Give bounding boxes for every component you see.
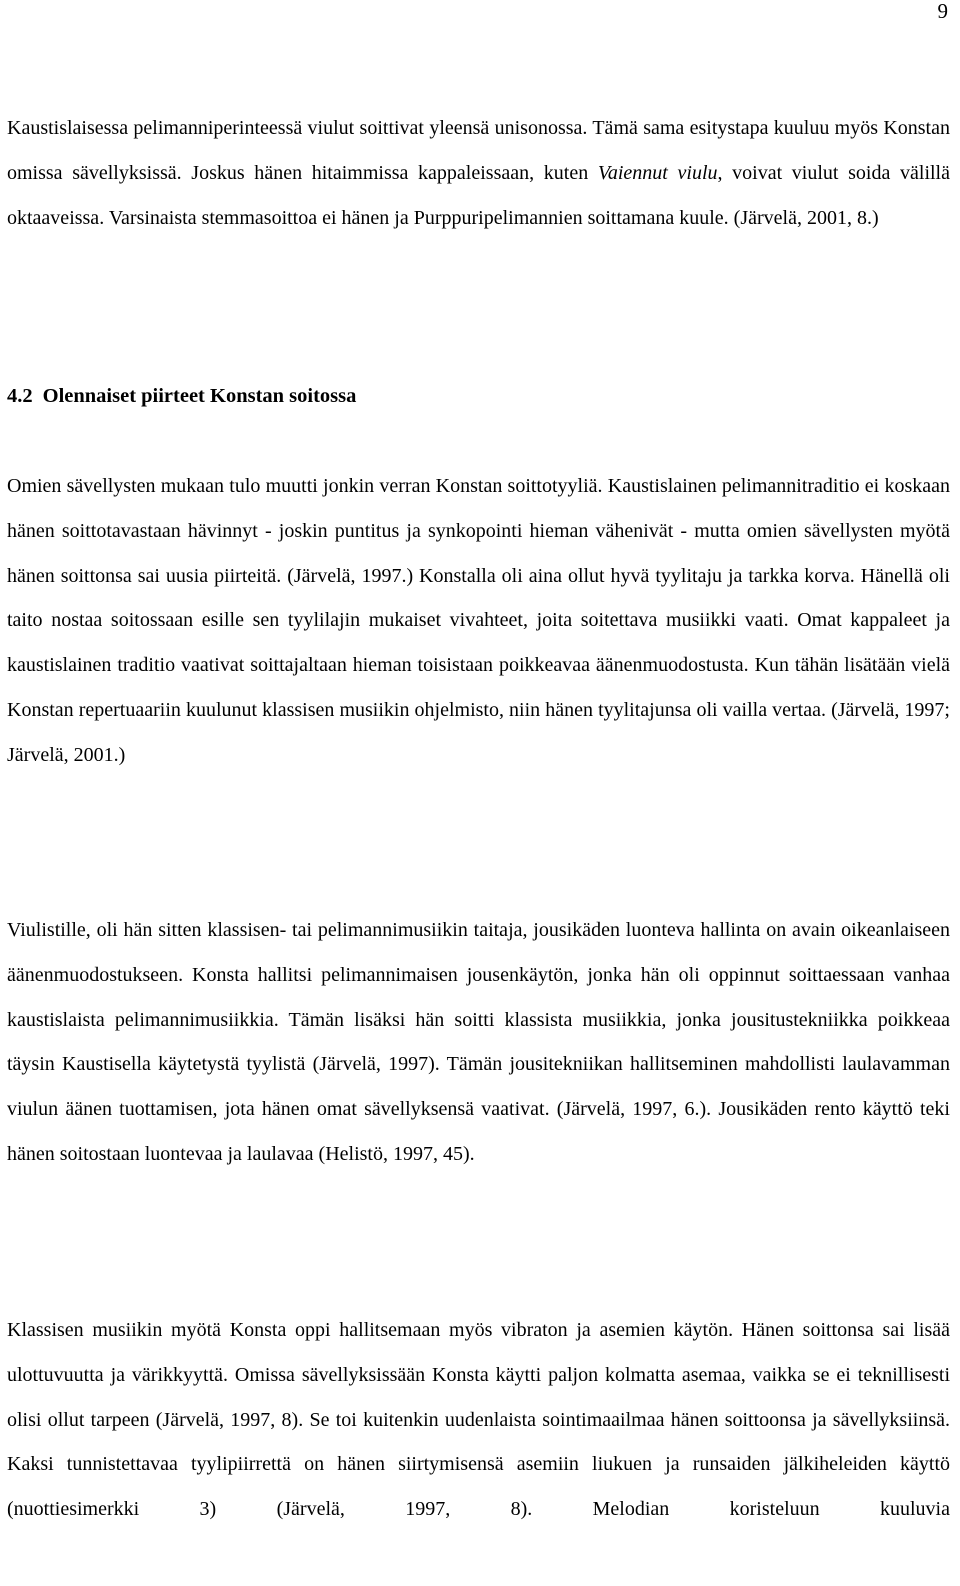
paragraph-bowing (7, 908, 950, 1177)
paragraph-style-changes (7, 464, 950, 778)
paragraph-1-text-start: Kaustislaisessa pelimanniperinteessä viulut soittivat yleensä unisonossa. Tämä sama esitystapa kuuluu myös Konstan omissa sävellyksissä. Joskus hänen hitaimmissa kappaleissaan, kuten (7, 117, 950, 184)
paragraph-intro (7, 106, 950, 240)
paragraph-vibrato (7, 1308, 950, 1532)
paragraph-2: Omien sävellysten mukaan tulo muutti jonkin verran Konstan soittotyyliä. Kaustislainen pelimannitraditio ei koskaan hänen soittotavastaan hävinnyt - joskin puntitus ja synkopointi hieman vähenivät - mutta omien sävellysten myötä hänen soittonsa sai uusia piirteitä. (Järvelä, 1997.) Konstalla oli aina ollut hyvä tyylitaju ja tarkka korva. Hänellä oli taito nostaa soitossaan esille sen tyylilajin mukaiset vivahteet, joita soitettava musiikki vaati. Omat kappaleet ja kaustislainen traditio vaativat soittajaltaan hieman toisistaan poikkeavaa äänenmuodostusta. Kun tähän lisätään vielä Konstan repertuaariin kuulunut klassisen musiikin ohjelmisto, niin hänen tyylitajunsa oli vailla vertaa. (Järvelä, 1997; Järvelä, 2001.) (7, 475, 950, 766)
paragraph-3: Viulistille, oli hän sitten klassisen- tai pelimannimusiikin taitaja, jousikäden luonteva hallinta on avain oikeanlaiseen äänenmuodostukseen. Konsta hallitsi pelimannimaisen jousenkäytön, jonka hän oli oppinnut soittaessaan vanhaa kaustislaista pelimannimusiikkia. Tämän lisäksi hän soitti klassista musiikkia, jonka jousitustekniikka poikkeaa täysin Kaustisella käytetystä tyylistä (Järvelä, 1997). Tämän jousitekniikan hallitseminen mahdollisti laulavamman viulun äänen tuottamisen, jota hänen omat sävellyksensä vaativat. (Järvelä, 1997, 6.). Jousikäden rento käyttö teki hänen soitostaan luontevaa ja laulavaa (Helistö, 1997, 45). (7, 919, 950, 1165)
paragraph-4: Klassisen musiikin myötä Konsta oppi hallitsemaan myös vibraton ja asemien käytön. Hänen soittonsa sai lisää ulottuvuutta ja värikkyyttä. Omissa sävellyksissään Konsta käytti paljon kolmatta asemaa, vaikka se ei teknillisesti olisi ollut tarpeen (Järvelä, 1997, 8). Se toi kuitenkin uudenlaista sointimaailmaa hänen soittoonsa ja sävellyksiinsä. Kaksi tunnistettavaa tyylipiirrettä on hänen siirtymisensä asemiin liukuen ja runsaiden jälkiheleiden käyttö (nuottiesimerkki 3) (Järvelä, 1997, 8). Melodian koristeluun kuuluvia (7, 1319, 950, 1521)
paragraph-1 (7, 106, 950, 240)
page-number: 9 (937, 0, 948, 23)
section-number: 4.2 (7, 385, 33, 407)
section-title: Olennaiset piirteet Konstan soitossa (42, 385, 357, 407)
section-heading (7, 381, 356, 411)
song-title-italic: Vaiennut viulu (597, 161, 718, 184)
paragraph-1-text-end: , voivat viulut soida välillä oktaaveissa. Varsinaista stemmasoittoa ei hänen ja Purppuripelimannien soittamana kuule. (Järvelä, 2001, 8.) (7, 161, 950, 229)
